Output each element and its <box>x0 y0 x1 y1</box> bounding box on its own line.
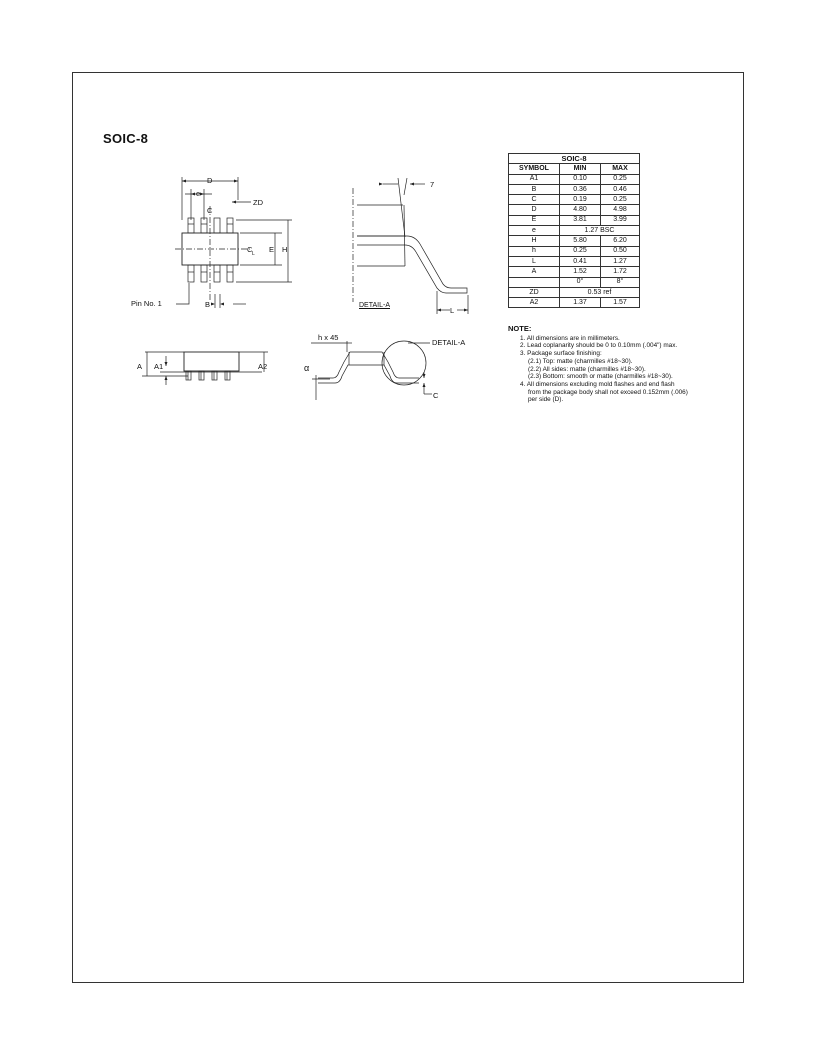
cell: 5.80 <box>560 236 601 246</box>
cell: 0.46 <box>601 184 640 194</box>
note-subitem: per side (D). <box>528 396 564 404</box>
note-item <box>508 381 738 389</box>
cell: L <box>509 256 560 266</box>
cell: 0.25 <box>560 246 601 256</box>
dim-A1-label: A1 <box>154 362 164 371</box>
table-row <box>509 246 640 256</box>
cell: 8° <box>601 277 640 287</box>
dimension-table <box>508 153 640 308</box>
table-row <box>509 226 640 236</box>
detail-a-caption: DETAIL-A <box>359 302 390 309</box>
cell: 0.50 <box>601 246 640 256</box>
cell: A2 <box>509 298 560 308</box>
cell: 3.99 <box>601 215 640 225</box>
centerline-top-label: C <box>207 206 213 215</box>
table-row <box>509 267 640 277</box>
cell: 4.98 <box>601 205 640 215</box>
header-max: MAX <box>601 164 640 174</box>
cell: C <box>509 195 560 205</box>
cell: D <box>509 205 560 215</box>
cell: 1.52 <box>560 267 601 277</box>
cell: 1.27 <box>601 256 640 266</box>
table-row <box>509 256 640 266</box>
table-caption: SOIC-8 <box>509 154 640 164</box>
note-item <box>508 335 738 343</box>
cell: 0.36 <box>560 184 601 194</box>
note-subitem: (2.2) All sides: matte (charmilles #18~30). <box>528 365 646 373</box>
header-symbol: SYMBOL <box>509 164 560 174</box>
cell: 4.80 <box>560 205 601 215</box>
end-view-drawing <box>300 330 470 402</box>
note-number: 4. <box>520 380 526 388</box>
hx45-label: h x 45 <box>318 333 339 342</box>
cell: 0.25 <box>601 174 640 184</box>
cell: 0° <box>560 277 601 287</box>
dim-L-label: L <box>450 306 455 315</box>
side-view-drawing <box>130 345 275 395</box>
centerline-side-label: C <box>247 245 253 254</box>
cell: A1 <box>509 174 560 184</box>
table-row <box>509 174 640 184</box>
note-subitem: (2.1) Top: matte (charmilles #18~30). <box>528 357 633 365</box>
note-item <box>508 350 738 358</box>
table-row <box>509 277 640 287</box>
pin1-label: Pin No. 1 <box>131 299 162 308</box>
table-row <box>509 195 640 205</box>
cell: 0.10 <box>560 174 601 184</box>
note-item <box>508 342 738 350</box>
cell <box>509 277 560 287</box>
dim-A-label: A <box>137 362 143 371</box>
cell: 1.57 <box>601 298 640 308</box>
cell: 1.27 BSC <box>560 226 640 236</box>
cell: 6.20 <box>601 236 640 246</box>
angle-7-label: 7 <box>430 180 435 189</box>
dim-H-label: H <box>282 245 288 254</box>
cell: h <box>509 246 560 256</box>
detail-a-callout: DETAIL-A <box>432 338 466 347</box>
dim-B-label: B <box>205 300 211 309</box>
page-title: SOIC-8 <box>103 131 149 146</box>
table-row <box>509 184 640 194</box>
detail-a-drawing <box>340 172 485 314</box>
note-subitem: from the package body shall not exceed 0.152mm (.006) <box>528 388 688 396</box>
cell: e <box>509 226 560 236</box>
cell: 3.81 <box>560 215 601 225</box>
cell: A <box>509 267 560 277</box>
note-text: All dimensions excluding mold flashes and end flash <box>526 380 675 388</box>
dim-E-label: E <box>269 245 275 254</box>
cell: 0.19 <box>560 195 601 205</box>
dim-e-label: e <box>196 189 201 198</box>
dim-C-label: C <box>433 391 439 400</box>
centerline-side-sub: L <box>252 251 255 257</box>
cell: 1.72 <box>601 267 640 277</box>
note-number: 3. <box>520 350 526 358</box>
table-row <box>509 287 640 297</box>
cell: 0.41 <box>560 256 601 266</box>
note-text: Package surface finishing: <box>527 350 602 358</box>
dim-zd-label: ZD <box>253 198 263 207</box>
dim-D-label: D <box>207 176 213 185</box>
note-text: All dimensions are in millimeters. <box>526 334 620 342</box>
note-number: 1. <box>520 334 526 342</box>
notes-block <box>508 325 738 404</box>
header-min: MIN <box>560 164 601 174</box>
cell: E <box>509 215 560 225</box>
notes-heading: NOTE: <box>508 324 532 333</box>
alpha-label: α <box>304 363 310 373</box>
cell: H <box>509 236 560 246</box>
table-row <box>509 236 640 246</box>
cell: B <box>509 184 560 194</box>
cell: ZD <box>509 287 560 297</box>
note-subitem: (2.3) Bottom: smooth or matte (charmilles #18~30). <box>528 373 673 381</box>
table-row <box>509 205 640 215</box>
cell: 0.53 ref <box>560 287 640 297</box>
table-row <box>509 215 640 225</box>
table-row <box>509 298 640 308</box>
dim-A2-label: A2 <box>258 362 268 371</box>
cell: 0.25 <box>601 195 640 205</box>
cell: 1.37 <box>560 298 601 308</box>
note-text: Lead coplanarity should be 0 to 0.10mm (.004") max. <box>527 342 678 350</box>
note-number: 2. <box>520 342 526 350</box>
top-view-drawing <box>125 170 288 315</box>
